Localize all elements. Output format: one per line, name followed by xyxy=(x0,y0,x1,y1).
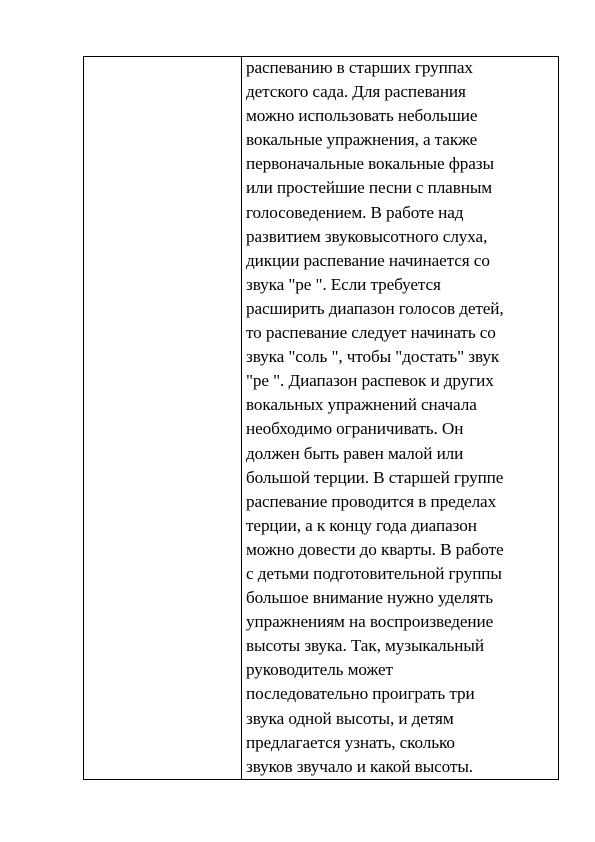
table-cell-left xyxy=(84,57,242,780)
table-cell-right xyxy=(242,57,559,780)
content-table xyxy=(83,56,559,780)
table-row xyxy=(84,57,559,780)
paragraph-text: распеванию в старших группах детского сада. Для распевания можно использовать небольшие вокальные упражнения, а также первоначальные вокальные фразы или простейшие песни с плавным голосоведением. В работе над развитием звуковысотного слуха, дикции распевание начинается со звука "ре ". Если требуется расширить диапазон голосов детей, то распевание следует начинать со звука "соль ", чтобы "достать" звук "ре ". Диапазон распевок и других вокальных упражнений сначала необходимо ограничивать. Он должен быть равен малой или большой терции. В старшей группе распевание проводится в пределах терции, а к концу года диапазон можно довести до кварты. В работе с детьми подготовительной группы большое внимание нужно уделять упражнениям на воспроизведение высоты звука. Так, музыкальный руководитель может последовательно проиграть три звука одной высоты, и детям предлагается узнать, сколько звуков звучало и какой высоты. xyxy=(246,58,504,776)
